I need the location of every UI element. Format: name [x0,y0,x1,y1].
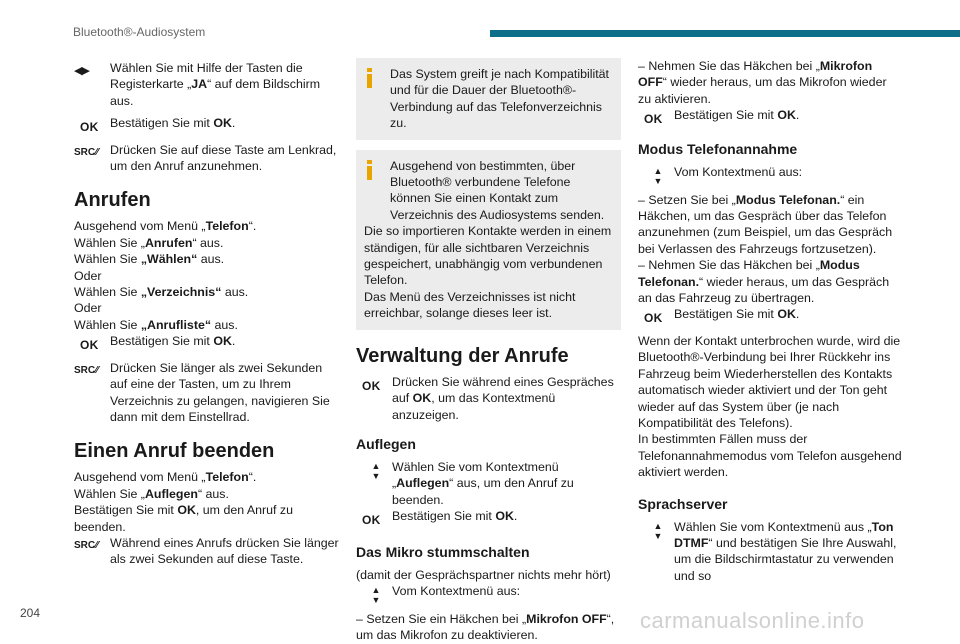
instruction-src: SRC⁄⁄ Während eines Anrufs drücken Sie länger als zwei Sekunden auf diese Taste. [74,535,339,567]
up-down-arrows-icon: ▲ ▼ [371,460,381,481]
text-line: Oder [74,301,102,316]
heading-sprachserver: Sprachserver [638,495,728,512]
instruction-ok: OK Bestätigen Sie mit OK. [80,334,236,353]
text-line: Ausgehend vom Menü „Telefon“. [74,219,257,234]
instruction-ok: OK Bestätigen Sie mit OK. [644,108,800,127]
instruction-up-down: ▲ ▼ Wählen Sie vom Kontextmenü aus „Ton DTMF“ und bestätigen Sie Ihre Auswahl, um die Bildschirmtastatur zu verwenden und so [653,519,897,583]
text-line: Ausgehend vom Menü „Telefon“. [74,470,257,485]
heading-anrufen: Anrufen [74,189,151,212]
column-2 [356,58,621,644]
ok-button-icon: OK [644,112,663,127]
up-down-arrows-icon: ▲ ▼ [653,520,663,541]
ok-button-icon: OK [80,120,99,135]
text-line: Wählen Sie „Verzeichnis“ aus. [74,285,249,300]
ok-button-icon: OK [362,378,381,393]
heading-modus-telefonannahme: Modus Telefonannahme [638,140,798,157]
instruction-ok: OK Bestätigen Sie mit OK. [362,509,518,528]
heading-auflegen: Auflegen [356,435,416,452]
info-icon [367,160,372,180]
instruction-ok: OK Bestätigen Sie mit OK. [644,307,800,326]
ok-button-icon: OK [362,513,381,528]
src-steering-button-icon: SRC⁄⁄ [74,364,99,376]
ok-button-icon: OK [80,338,99,353]
ok-button-icon: OK [644,311,663,326]
info-icon [367,68,372,88]
instruction-up-down: ▲ ▼ Vom Kontextmenü aus: [371,583,521,605]
instruction-src: SRC⁄⁄ Drücken Sie länger als zwei Sekunden auf eine der Tasten, um zu Ihrem Verzeichnis zu gelangen, navigieren Sie dann mit dem Einstellrad. [74,360,330,424]
text-line: Wählen Sie „Anrufen“ aus. [74,235,224,250]
watermark: carmanualsonline.info [640,608,865,633]
text-line: Wählen Sie „Anrufliste“ aus. [74,317,238,332]
text-paragraph: In bestimmten Fällen muss der Telefonannahmemodus vom Telefon ausgehend aktiviert werden. [638,432,902,480]
info-box: Das System greift je nach Kompatibilität und für die Dauer der Bluetooth®-Verbindung auf das Telefonverzeichnis zu. [356,58,621,140]
instruction-left-right: ◀▶ Wählen Sie mit Hilfe der Tasten die Registerkarte „JA“ auf dem Bildschirm aus. [74,61,321,108]
heading-verwaltung: Verwaltung der Anrufe [356,344,569,367]
up-down-arrows-icon: ▲ ▼ [653,165,663,186]
up-down-arrows-icon: ▲ ▼ [371,584,381,605]
instruction-up-down: ▲ ▼ Wählen Sie vom Kontextmenü „Auflegen“ aus, um den Anruf zu beenden. [371,459,574,507]
text-line: – Setzen Sie bei „Modus Telefonan.“ ein Häkchen, um das Gespräch über das Telefon anzunehmen (zum Beispiel, um das Gespräch bei Verlassen des Fahrzeugs fortzusetzen). [638,192,893,256]
text-line: Oder [74,268,102,283]
text-line: – Nehmen Sie das Häkchen bei „Modus Telefonan.“ wieder heraus, um das Gespräch an das Fahrzeug zu übertragen. [638,258,890,306]
header-title: Bluetooth®-Audiosystem [73,25,206,39]
text-line: – Nehmen Sie das Häkchen bei „Mikrofon OFF“ wieder heraus, um das Mikrofon wieder zu aktivieren. [638,59,887,106]
src-steering-button-icon: SRC⁄⁄ [74,146,99,158]
text-line: Bestätigen Sie mit OK, um den Anruf zu beenden. [74,503,294,534]
src-steering-button-icon: SRC⁄⁄ [74,539,99,551]
text-line: – Setzen Sie ein Häkchen bei „Mikrofon OFF“, um das Mikrofon zu deaktivieren. [356,611,615,643]
column-3 [638,58,903,584]
text-line: Wählen Sie „Wählen“ aus. [74,252,225,267]
heading-mikro-stumm: Das Mikro stummschalten [356,543,530,560]
instruction-ok: OK Bestätigen Sie mit OK. [80,116,236,135]
instruction-up-down: ▲ ▼ Vom Kontextmenü aus: [653,164,803,186]
page-number: 204 [20,606,41,620]
instruction-ok: OK Drücken Sie während eines Gespräches auf OK, um das Kontextmenü anzuzeigen. [362,374,614,422]
header-accent-bar [490,30,960,37]
text-line: Wählen Sie „Auflegen“ aus. [74,486,229,501]
info-box: Ausgehend von bestimmten, über Bluetooth® verbundene Telefone können Sie einen Kontakt zum Verzeichnis des Audiosystems senden. Die so importieren Kontakte werden in einem ständigen, für alle sichtbaren Verzeichnis gespeichert, unabhängig vom verbundenen Telefon. Das Menü des Verzeichnisses ist nicht erreichbar, solange dieses leer ist. [356,150,621,330]
text-paragraph: Wenn der Kontakt unterbrochen wurde, wird die Bluetooth®-Verbindung bei Ihrer Rückkehr ins Fahrzeug beim Wiederherstellen des Kontakts automatisch wieder aktiviert und der Ton geht wieder auf das System über (je nach Kompatibilität des Telefons). [638,333,901,430]
instruction-src: SRC⁄⁄ Drücken Sie auf diese Taste am Lenkrad, um den Anruf anzunehmen. [74,142,337,174]
left-right-arrows-icon: ◀▶ [74,65,89,77]
text-line: (damit der Gesprächspartner nichts mehr hört) [356,567,611,582]
heading-anruf-beenden: Einen Anruf beenden [74,440,275,463]
column-1 [74,58,339,568]
